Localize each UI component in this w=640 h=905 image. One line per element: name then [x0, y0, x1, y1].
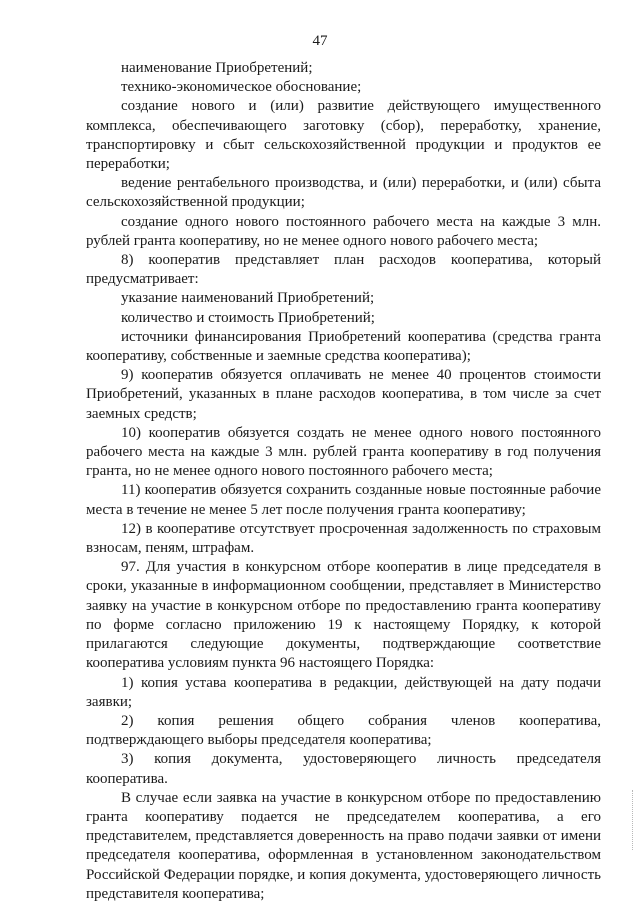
paragraph: 2) копия решения общего собрания членов кооператива, подтверждающего выборы председателя кооператива;	[86, 712, 601, 749]
paragraph: ведение рентабельного производства, и (или) переработки, и (или) сбыта сельскохозяйственной продукции;	[86, 175, 601, 211]
paragraph: технико-экономическое обоснование;	[121, 79, 362, 96]
paragraph: В случае если заявка на участие в конкурсном отборе по предоставлению гранта кооперативу подается не председателем кооператива, а его представителем, представляется доверенность на право подачи заявки от имени председателя кооператива, оформленная в установленном законодательством Российской Федерации порядке, и копия документа, удостоверяющего личность представителя кооператива;	[86, 789, 601, 902]
paragraph: создание нового и (или) развитие действующего имущественного комплекса, обеспечивающего заготовку (сбор), переработку, хранение, транспортировку и сбыт сельскохозяйственной продукции и продуктов ее переработки;	[86, 98, 601, 173]
paragraph: 3) копия документа, удостоверяющего личность председателя кооператива.	[86, 751, 601, 787]
paragraph: 1) копия устава кооператива в редакции, действующей на дату подачи заявки;	[86, 674, 601, 710]
paragraph: 8) кооператив представляет план расходов кооператива, который предусматривает:	[86, 252, 601, 288]
paragraph: наименование Приобретений;	[121, 60, 313, 76]
paragraph: 9) кооператив обязуется оплачивать не менее 40 процентов стоимости Приобретений, указанных в плане расходов кооператива, в том числе за счет заемных средств;	[86, 367, 601, 422]
page-number: 47	[312, 33, 328, 49]
paragraph: создание одного нового постоянного рабочего места на каждые 3 млн. рублей гранта кооперативу, но не менее одного нового рабочего места;	[86, 213, 601, 249]
scan-edge-mark	[632, 790, 634, 850]
paragraph: количество и стоимость Приобретений;	[121, 309, 375, 326]
paragraph: 12) в кооперативе отсутствует просроченная задолженность по страховым взносам, пеням, штрафам.	[86, 520, 601, 557]
paragraph: 11) кооператив обязуется сохранить созданные новые постоянные рабочие места в течение не менее 5 лет после получения гранта кооперативу;	[86, 482, 601, 518]
paragraph: источники финансирования Приобретений кооператива (средства гранта кооперативу, собственные и заемные средства кооператива);	[86, 328, 601, 365]
paragraph: 10) кооператив обязуется создать не менее одного нового постоянного рабочего места на каждые 3 млн. рублей гранта кооперативу в год получения гранта, но не менее одного нового постоянного рабочего места;	[86, 424, 601, 480]
paragraph: указание наименований Приобретений;	[121, 290, 375, 307]
paragraph: 97. Для участия в конкурсном отборе кооператив в лице председателя в сроки, указанные в информационном сообщении, представляет в Министерство заявку на участие в конкурсном отборе по предоставлению гранта кооперативу по форме согласно приложению 19 к настоящему Порядку, к которой прилагаются следующие документы, подтверждающие соответствие кооператива условиям пункта 96 настоящего Порядка:	[86, 559, 601, 672]
document-body	[86, 59, 601, 904]
